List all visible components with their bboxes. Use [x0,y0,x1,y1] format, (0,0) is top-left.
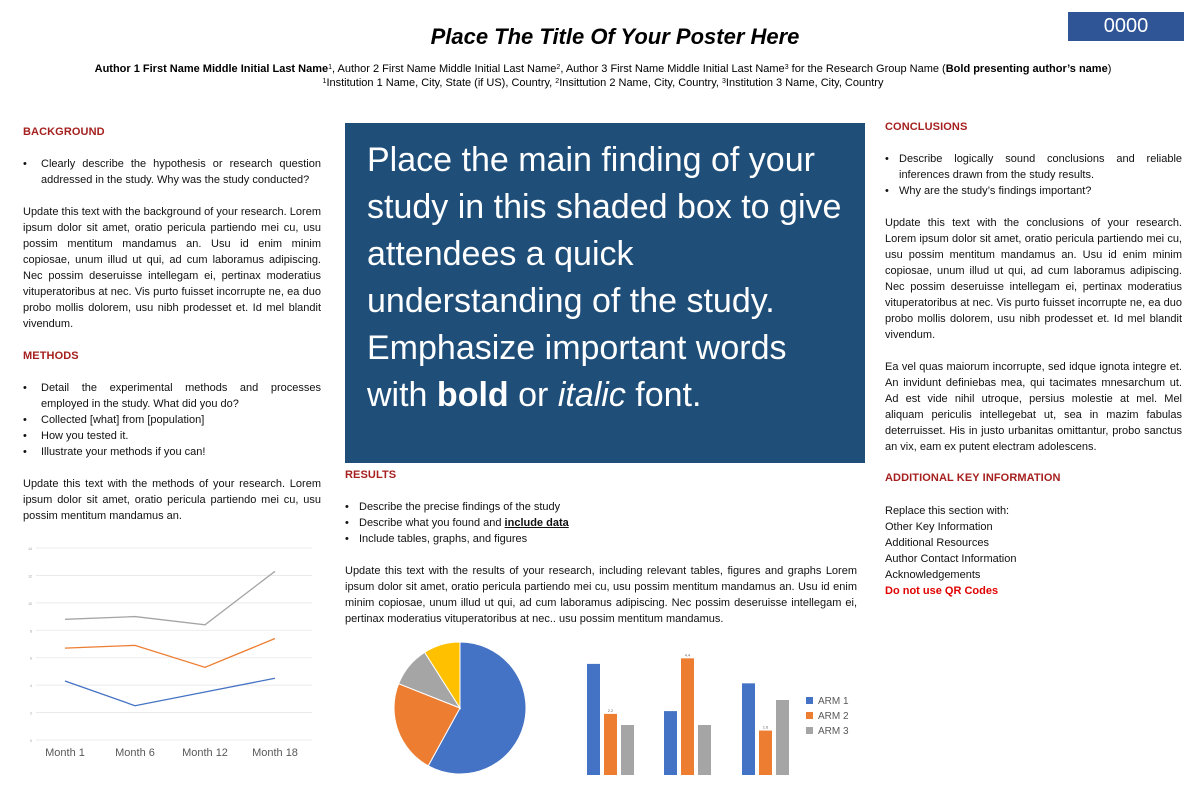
data-label: 1.6 [762,724,769,730]
y-tick-label: 10 [28,601,32,606]
author-3-sup: 3 [784,64,789,71]
legend-label: ARM 3 [818,726,849,737]
institution-3: Institution 3 Name, City, Country [725,77,884,89]
finding-text: Place the main finding of your study in this shaded box to give attendees a quick understanding of the study. Emphasize important words with [367,141,842,414]
finding-italic: italic [557,376,626,414]
additional-info-heading: ADDITIONAL KEY INFORMATION [885,472,1061,484]
inst-3-sup: 3 [722,78,726,85]
finding-text-end: font. [625,376,702,414]
author-3: , Author 3 First Name Middle Initial Last Name [560,63,785,75]
author-2: , Author 2 First Name Middle Initial Last Name [332,63,557,75]
poster-number-badge: 0000 [1068,12,1184,41]
institution-1: Institution 1 Name, City, State (if US), Country, [326,77,556,89]
legend-label: ARM 2 [818,711,849,722]
legend-swatch [806,727,813,734]
results-heading: RESULTS [345,469,397,481]
background-body: Update this text with the background of your research. Lorem ipsum dolor sit amet, oratio pericula partiendo mei cu, usu possim mentitum mandamus an. Usu id enim minim copiosae, unum illud ut qui, ad cum laboramus adipiscing. Nec possim deseruisse intellegam ei, pertinax moderatius vituperatoribus at nec. Vis purto fuisset incorrupte ne, ea duo probo mollis dolorem, usu nibh prodesset et. Id mel blandit vivendum. [23,206,321,330]
presenting-author-note: Bold presenting author’s name [945,63,1108,75]
y-tick-label: 12 [28,574,32,579]
bullet-prefix: Describe what you found and [359,517,505,529]
y-tick-label: 2 [30,711,32,716]
main-finding-box [345,123,865,463]
bar [604,714,617,775]
conclusions-heading: CONCLUSIONS [885,121,968,133]
results-bullets [345,499,865,547]
list-item [345,515,865,531]
data-label: 4.4 [684,652,691,658]
research-group: for the Research Group Name ( [788,63,946,75]
data-label: 2.2 [607,707,614,713]
legend-swatch [806,712,813,719]
bar [664,711,677,775]
list-item: • Clearly describe the hypothesis or research question addressed in the study. Why was the study conducted? [23,156,321,188]
background-heading: BACKGROUND [23,126,105,138]
list-item: • Illustrate your methods if you can! [23,444,321,460]
institution-line [0,76,1200,90]
inst-2-sup: 2 [555,78,560,85]
bar [621,725,634,775]
list-item: • Describe the precise findings of the study [345,499,865,515]
list-item: • Collected [what] from [population] [23,412,321,428]
bar [742,683,755,775]
methods-body: Update this text with the methods of your research. Lorem ipsum dolor sit amet, oratio pericula partiendo mei cu, usu possim mentitum mandamus an. [23,478,321,522]
author-1-sup: 1 [328,64,333,71]
finding-text-or: or [508,376,558,414]
conclusions-bullets [885,151,1182,199]
y-tick-label: 14 [28,547,32,551]
list-item: • Detail the experimental methods and processes employed in the study. What did you do? [23,380,321,412]
legend-label: ARM 1 [818,696,849,707]
finding-bold: bold [436,376,509,414]
methods-bullets [23,380,321,460]
series-line [65,639,275,668]
list-item: • Describe logically sound conclusions and reliable inferences drawn from the study results. [885,151,1182,183]
author-block [0,62,1200,90]
qr-code-warning: Do not use QR Codes [885,585,999,597]
author-line [0,62,1200,76]
series-line [65,678,275,705]
y-tick-label: 0 [30,739,32,743]
line-chart [22,540,322,770]
institution-2: Insittution 2 Name, City, Country, [559,77,723,89]
y-tick-label: 8 [30,629,32,634]
x-tick-label: Month 18 [252,747,298,759]
bar [776,700,789,775]
x-tick-label: Month 6 [115,747,155,759]
conclusions-body-1: Update this text with the conclusions of your research. Lorem ipsum dolor sit amet, oratio pericula partiendo mei cu, usu possim mentitum mandamus an. Usu id enim minim copiosae, unum illud ut qui, ad cum laboramus adipiscing. Nec possim deseruisse intellegam ei, pertinax moderatius vituperatoribus at nec. Vis purto fuisset incorrupte ne, ea duo probo mollis dolorem, usu nibh prodesset et. Id mel blandit vivendum. [885,217,1182,341]
list-item: • How you tested it. [23,428,321,444]
additional-intro: Replace this section with: [885,505,1010,517]
bar [587,664,600,775]
author-2-sup: 2 [556,64,561,71]
group-close: ) [1107,63,1112,75]
background-bullets [23,156,321,188]
additional-item: Additional Resources [885,537,989,549]
inst-1-sup: 1 [322,78,327,85]
results-body: Update this text with the results of your research, including relevant tables, figures and graphs Lorem ipsum dolor sit amet, oratio pericula partiendo mei cu, usu possim mentitum mandamus an. Usu id enim minim copiosae, unum illud ut qui, ad cum laboramus adipiscing. Nec possim deseruisse intellegam ei, pertinax moderatius vituperatoribus at nec.. usu possim mentitum mandamus. [345,565,857,625]
bar [759,731,772,775]
bar [698,725,711,775]
additional-info-body [885,503,1182,599]
y-tick-label: 6 [30,656,32,661]
series-line [65,571,275,624]
author-1: Author 1 First Name Middle Initial Last Name [94,63,329,75]
poster-title: Place The Title Of Your Poster Here [430,24,800,49]
y-tick-label: 4 [30,684,32,689]
x-tick-label: Month 12 [182,747,228,759]
bar [681,658,694,775]
bar-chart [575,640,865,780]
include-data-emphasis: include data [504,517,569,529]
additional-item: Acknowledgements [885,569,981,581]
methods-heading: METHODS [23,350,79,362]
legend-swatch [806,697,813,704]
list-item: • Why are the study’s findings important? [885,183,1182,199]
pie-chart [390,638,530,778]
x-tick-label: Month 1 [45,747,85,759]
additional-item: Author Contact Information [885,553,1017,565]
list-item: • Include tables, graphs, and figures [345,531,865,547]
additional-item: Other Key Information [885,521,993,533]
conclusions-body-2: Ea vel quas maiorum incorrupte, sed idque ignota integre et. An invidunt definiebas mea, qui tacimates mnesarchum ut. Ad est vide nihil utroque, persius molestie at mel. Mel aliquam periculis intellegebat ut, sea in mazim fabulas deterruisset. His in justo urbanitas omittantur, probo sanctus an vix, eam ex putent electram adolescens. [885,361,1182,453]
